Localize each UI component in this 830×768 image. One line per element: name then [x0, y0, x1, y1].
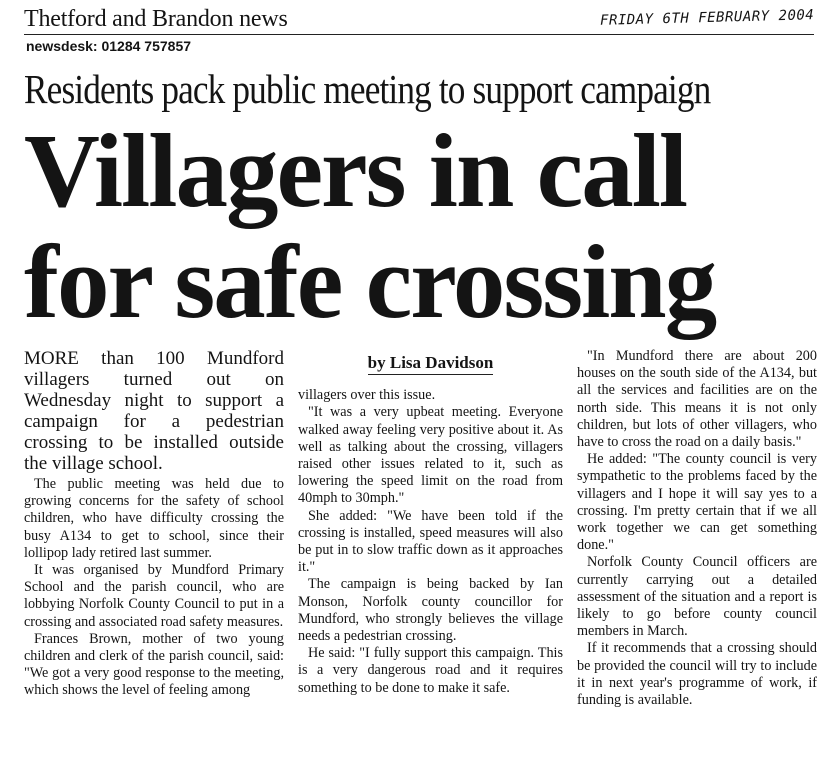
headline-line-1: Villagers in call: [24, 112, 687, 229]
column-3: [577, 348, 817, 758]
paragraph: Frances Brown, mother of two young children and clerk of the parish council, said: "We got a very good response to the meeting, which shows the level of feeling among: [24, 630, 284, 699]
paper-name: Thetford and Brandon news: [24, 6, 288, 32]
column-2: [298, 348, 563, 758]
paragraph: She added: "We have been told if the crossing is installed, speed measures will also be put in to slow traffic down as it approaches it.": [298, 507, 563, 576]
paragraph: It was organised by Mundford Primary School and the parish council, who are lobbying Norfolk County Council to put in a crossing and associated road safety measures.: [24, 562, 284, 630]
paragraph: "It was a very upbeat meeting. Everyone walked away feeling very positive about it. As well as talking about the crossing, villagers raised other issues related to it, such as lowering the speed limit on the road from 40mph to 30mph.": [298, 404, 563, 507]
paragraph: Norfolk County Council officers are currently carrying out a detailed assessment of the situation and a report is likely to go before county council members in March.: [577, 554, 817, 640]
paragraph: "In Mundford there are about 200 houses on the south side of the A134, but all the services and facilities are on the north side. This means it is not only children, but lots of other villagers, who have to cross the road on a daily basis.": [577, 348, 817, 451]
newsdesk-phone: newsdesk: 01284 757857: [26, 38, 192, 54]
kicker-headline: Residents pack public meeting to support campaign: [24, 66, 711, 112]
article-body: [24, 348, 817, 758]
paragraph: villagers over this issue.: [298, 387, 436, 404]
main-headline: [24, 112, 814, 340]
handwritten-date: FRIDAY 6TH FEBRUARY 2004: [599, 7, 815, 29]
byline-text: by Lisa Davidson: [368, 353, 494, 375]
paragraph: He said: "I fully support this campaign. This is a very dangerous road and it requires something to be done to make it safe.: [298, 645, 563, 696]
lead-paragraph: MORE than 100 Mundford villagers turned out on Wednesday night to support a campaign for a pedestrian crossing to be installed outside the village school.: [24, 348, 284, 474]
paragraph: The public meeting was held due to growing concerns for the safety of school children, who have difficulty crossing the busy A134 to get to school, since their lollipop lady retired last summer.: [24, 476, 284, 561]
masthead: [24, 4, 814, 35]
headline-line-2: for safe crossing: [24, 223, 716, 340]
paragraph: He added: "The county council is very sympathetic to the problems faced by the villagers and I hope it will say yes to a crossing. I'm pretty certain that if we all work together we can get something done.": [577, 451, 817, 554]
paragraph: If it recommends that a crossing should be provided the council will try to include it in next year's programme of work, if funding is available.: [577, 640, 817, 709]
paragraph: The campaign is being backed by Ian Monson, Norfolk county councillor for Mundford, who strongly believes the village needs a pedestrian crossing.: [298, 576, 563, 645]
byline: [298, 354, 563, 371]
column-1: [24, 348, 284, 758]
